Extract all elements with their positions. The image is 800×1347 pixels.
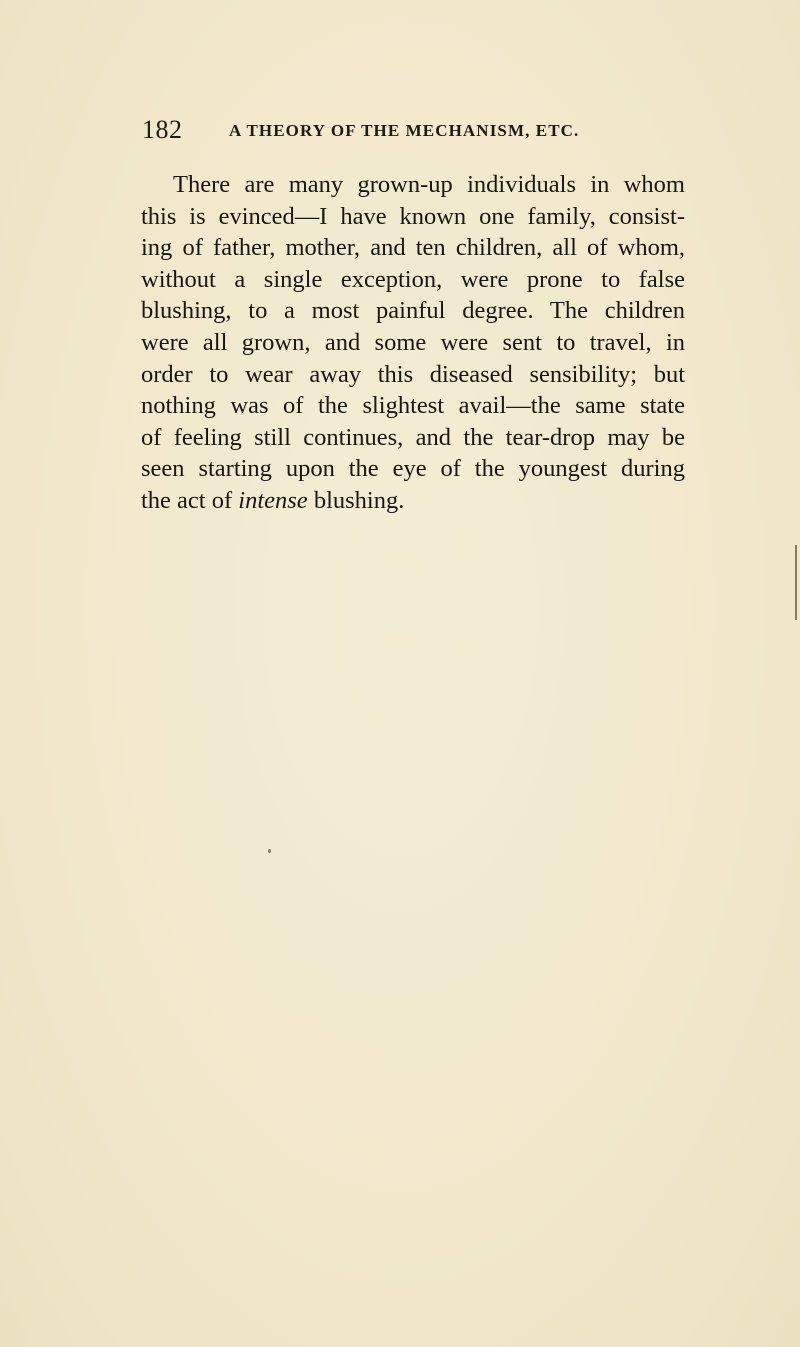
text-line: seen starting upon the eye of the youngest during [141, 455, 685, 483]
page-edge-mark [795, 545, 797, 620]
text-line: blushing, to a most painful degree. The children [141, 297, 685, 325]
text-line: of feeling still continues, and the tear-drop may be [141, 423, 685, 451]
page-number: 182 [142, 115, 183, 144]
text-line: There are many grown-up individuals in whom [173, 171, 685, 198]
text-line: were all grown, and some were sent to travel, in [141, 328, 685, 356]
text-fragment: the act of [141, 486, 239, 514]
paper-speck [268, 849, 271, 853]
text-line: this is evinced—I have known one family, consist- [141, 202, 685, 230]
running-head [142, 113, 662, 147]
body-paragraph [141, 169, 685, 517]
emphasized-word: intense [238, 486, 308, 514]
text-line-final [141, 485, 685, 517]
text-line: without a single exception, were prone to false [141, 265, 685, 293]
text-line: nothing was of the slightest avail—the same state [141, 392, 685, 420]
text-line: order to wear away this diseased sensibility; but [141, 360, 685, 388]
text-fragment: blushing. [307, 486, 405, 514]
text-line: ing of father, mother, and ten children, all of whom, [141, 234, 685, 262]
running-title: A THEORY OF THE MECHANISM, ETC. [229, 121, 580, 140]
